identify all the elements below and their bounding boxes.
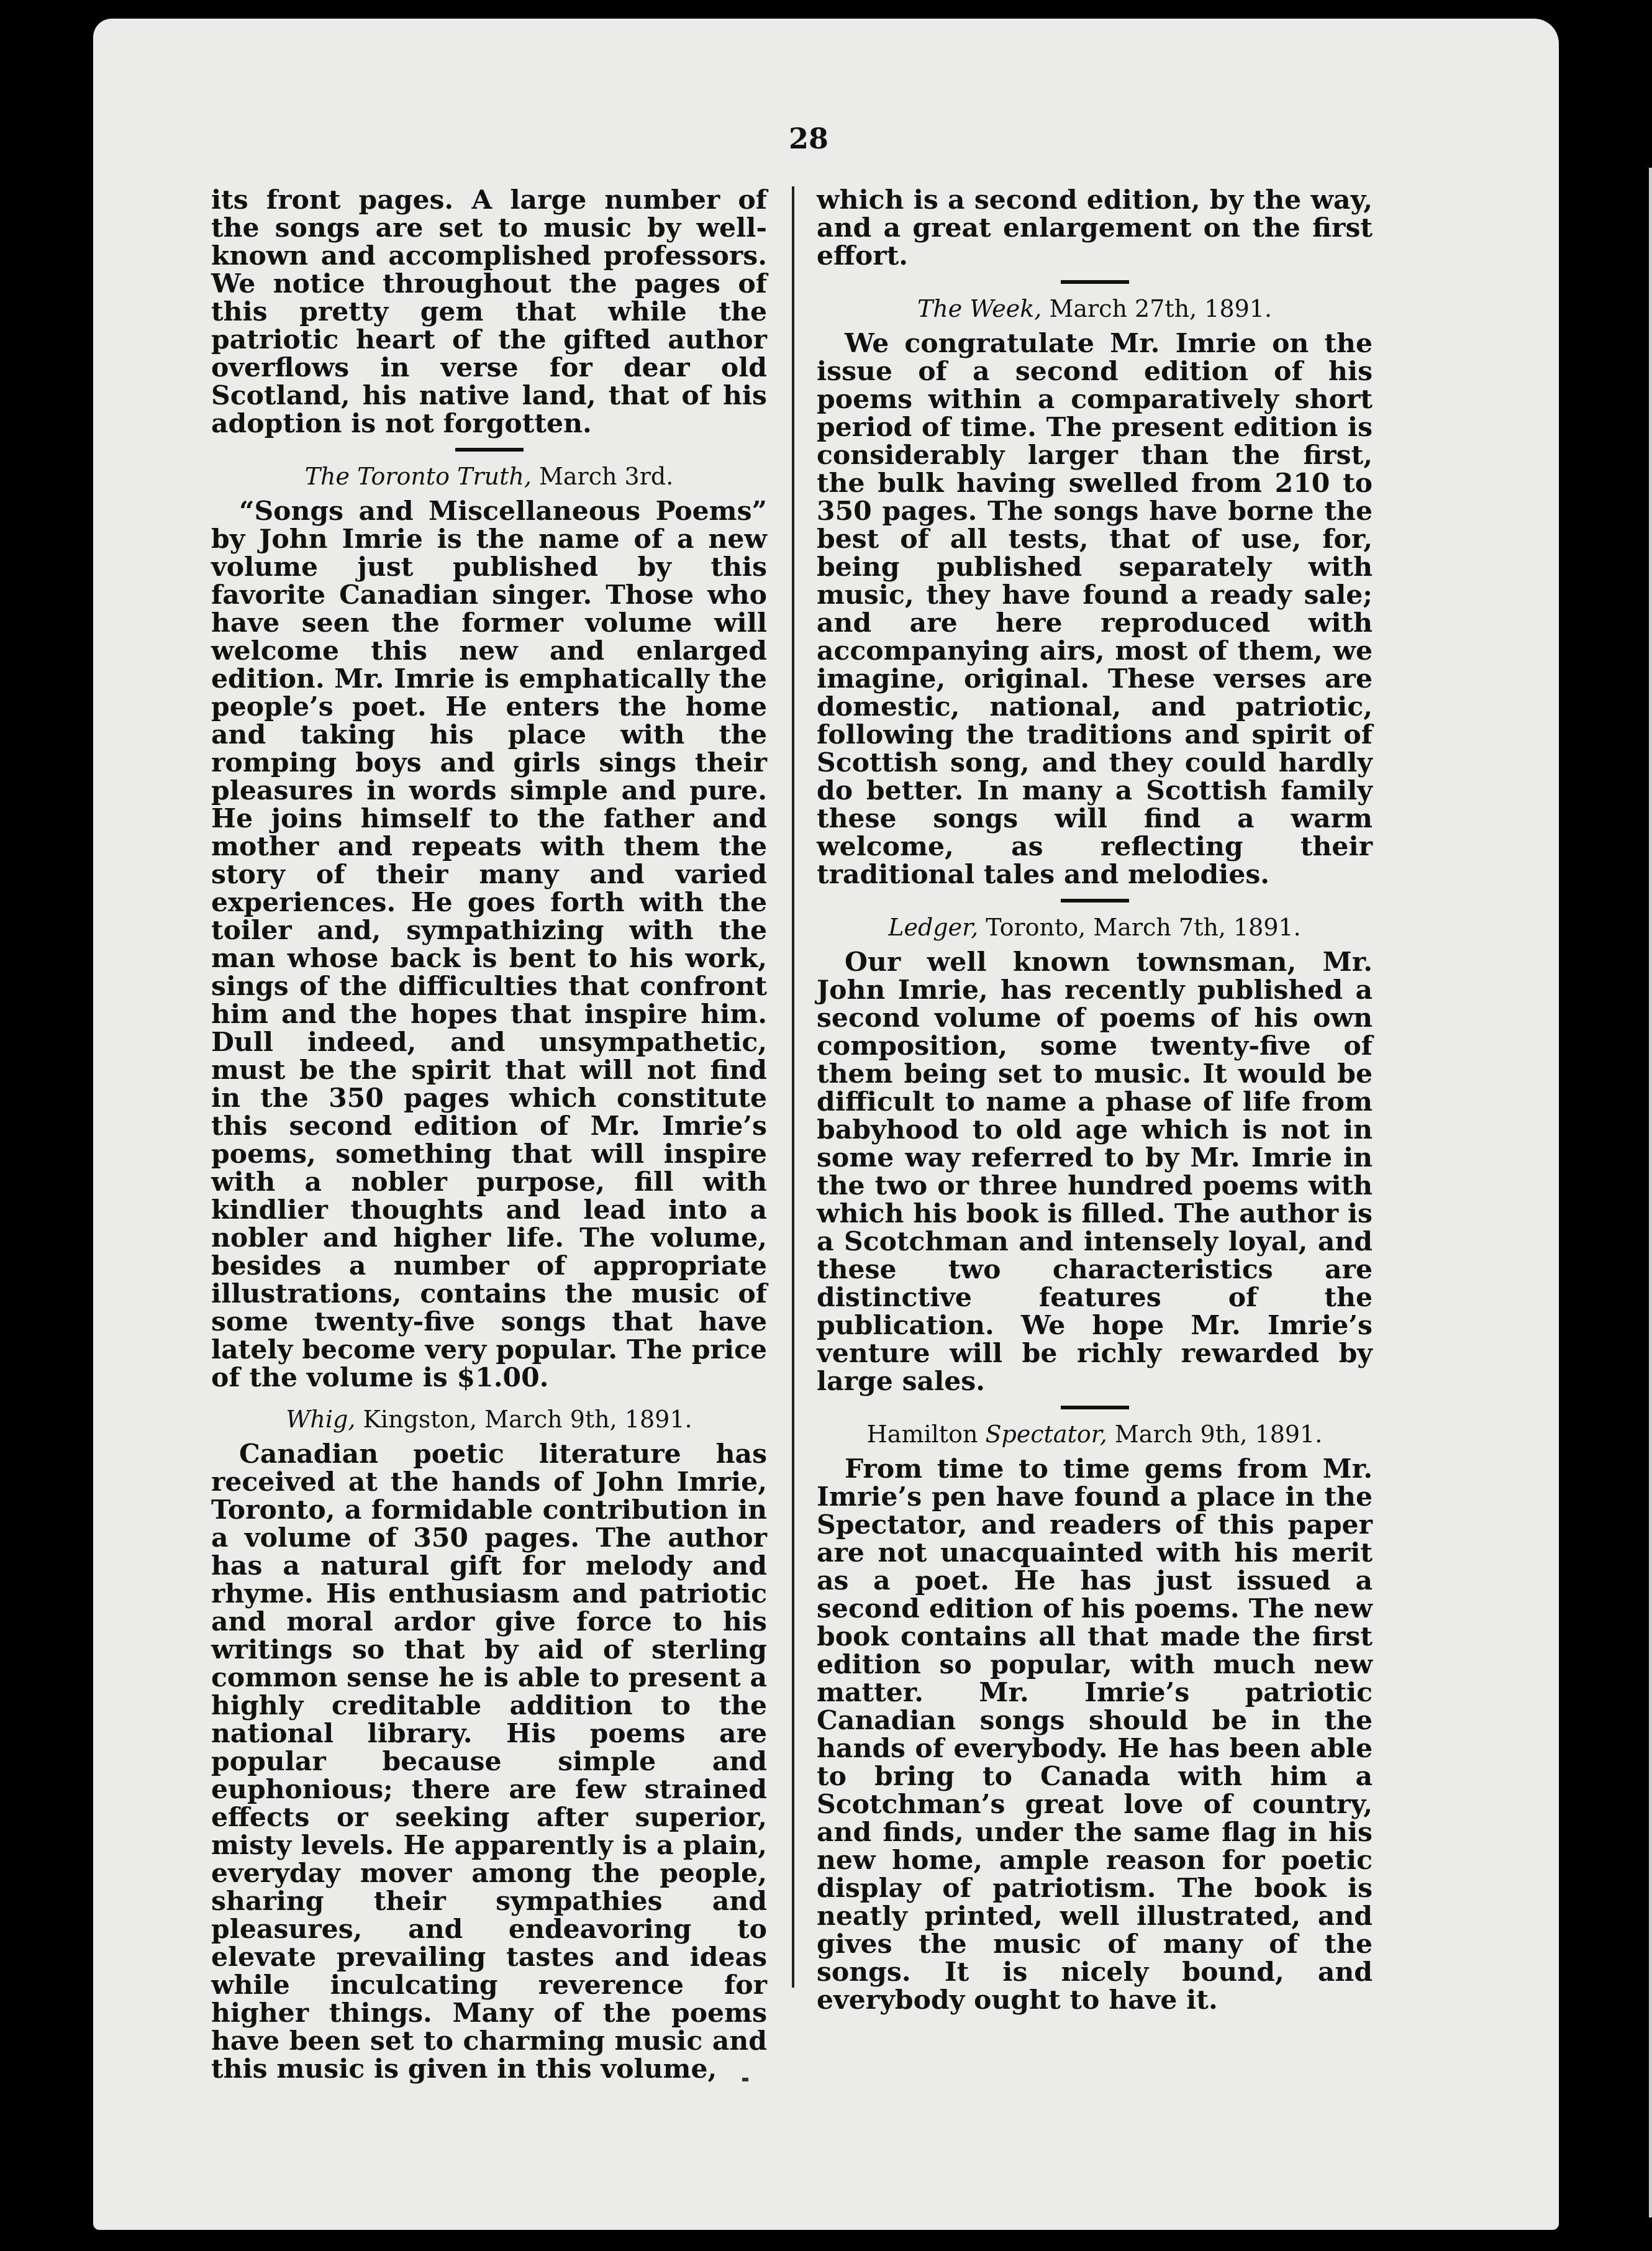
source-prefix: Hamilton <box>866 1421 986 1448</box>
source-title: The Week, <box>917 295 1042 322</box>
source-date: March 9th, 1891. <box>1107 1421 1323 1448</box>
review-source <box>817 914 1373 941</box>
review-source <box>211 1406 767 1433</box>
source-title: The Toronto Truth, <box>304 463 532 490</box>
review-text: From time to time gems from Mr. Imrie’s pen have found a place in the Spectator, and readers of this paper are not unacquainted with his merit as a poet. He has just issued a second edition of his poems. The new book contains all that made the first edition so popular, with much new matter. Mr. Imrie’s patriotic Canadian songs should be in the hands of everybody. He has been able to bring to Canada with him a Scotchman’s great love of country, and finds, under the same flag in his new home, ample reason for poetic display of patriotism. The book is neatly printed, well illustrated, and gives the music of many of the songs. It is nicely bound, and everybody ought to have it. <box>817 1453 1373 2016</box>
source-date: March 27th, 1891. <box>1042 295 1273 322</box>
right-column <box>817 186 1373 2014</box>
source-title: Spectator, <box>985 1421 1107 1448</box>
review-text: Canadian poetic literature has received at the hands of John Imrie, Toronto, a formidable contribution in a volume of 350 pages. The author has a natural gift for melody and rhyme. His enthusiasm and patriotic and moral ardor give force to his writings so that by aid of sterling common sense he is able to present a highly creditable addition to the national library. His poems are popular because simple and euphonious; there are few strained effects or seeking after superior, misty levels. He apparently is a plain, everyday mover among the people, sharing their sympathies and pleasures, and endeavoring to elevate prevailing tastes and ideas while inculcating reverence for higher things. Many of the poems have been set to charming music and this music is given in this volume, <box>211 1439 767 2085</box>
section-rule <box>1061 1406 1129 1409</box>
continued-paragraph: its front pages. A large number of the songs are set to music by well-known and accomplished professors. We notice throughout the pages of this pretty gem that while the patriotic heart of the gifted author overflows in verse for dear old Scotland, his native land, that of his adoption is not forgotten. <box>211 184 767 439</box>
page-number: 28 <box>789 122 829 155</box>
review-text: We congratulate Mr. Imrie on the issue of a second edition of his poems within a comparatively short period of time. The present edition is considerably larger than the first, the bulk having swelled from 210 to 350 pages. The songs have borne the best of all tests, that of use, for, being published separately with music, they have found a ready sale; and are here reproduced with accompanying airs, most of them, we imagine, original. These verses are domestic, national, and patriotic, following the traditions and spirit of Scottish song, and they could hardly do better. In many a Scottish family these songs will find a warm welcome, as reflecting their traditional tales and melodies. <box>817 328 1373 890</box>
review-source <box>817 295 1373 322</box>
page-edge-shadow <box>1649 168 1652 2217</box>
section-rule <box>1061 899 1129 903</box>
source-date: Toronto, March 7th, 1891. <box>978 914 1301 941</box>
review-text: Our well known townsman, Mr. John Imrie, has recently published a second volume of poems of his own composition, some twenty-five of them being set to music. It would be difficult to name a phase of life from babyhood to old age which is not in some way referred to by Mr. Imrie in the two or three hundred poems with which his book is filled. The author is a Scotchman and intensely loyal, and these two characteristics are distinctive features of the publication. We hope Mr. Imrie’s venture will be richly rewarded by large sales. <box>817 947 1373 1397</box>
review-text: “Songs and Miscellaneous Poems” by John Imrie is the name of a new volume just published by this favorite Canadian singer. Those who have seen the former volume will welcome this new and enlarged edition. Mr. Imrie is emphatically the people’s poet. He enters the home and taking his place with the romping boys and girls sings their pleasures in words simple and pure. He joins himself to the father and mother and repeats with them the story of their many and varied experiences. He goes forth with the toiler and, sympathizing with the man whose back is bent to his work, sings of the difficulties that confront him and the hopes that inspire him. Dull indeed, and unsympathetic, must be the spirit that will not find in the 350 pages which constitute this second edition of Mr. Imrie’s poems, something that will inspire with a nobler purpose, fill with kindlier thoughts and lead into a nobler and higher life. The volume, besides a number of appropriate illustrations, contains the music of some twenty-five songs that have lately become very popular. The price of the volume is $1.00. <box>211 496 767 1393</box>
continued-paragraph: which is a second edition, by the way, and a great enlargement on the first effort. <box>817 184 1373 271</box>
source-date: March 3rd. <box>531 463 674 490</box>
section-rule <box>455 448 524 452</box>
column-divider <box>792 186 794 1988</box>
review-source <box>817 1421 1373 1448</box>
source-title: Ledger, <box>888 914 979 941</box>
review-source <box>211 463 767 490</box>
left-column <box>211 186 767 2083</box>
source-date: Kingston, March 9th, 1891. <box>355 1406 692 1433</box>
section-rule <box>1061 280 1129 284</box>
source-title: Whig, <box>286 1406 356 1433</box>
ink-speck <box>742 2078 748 2081</box>
